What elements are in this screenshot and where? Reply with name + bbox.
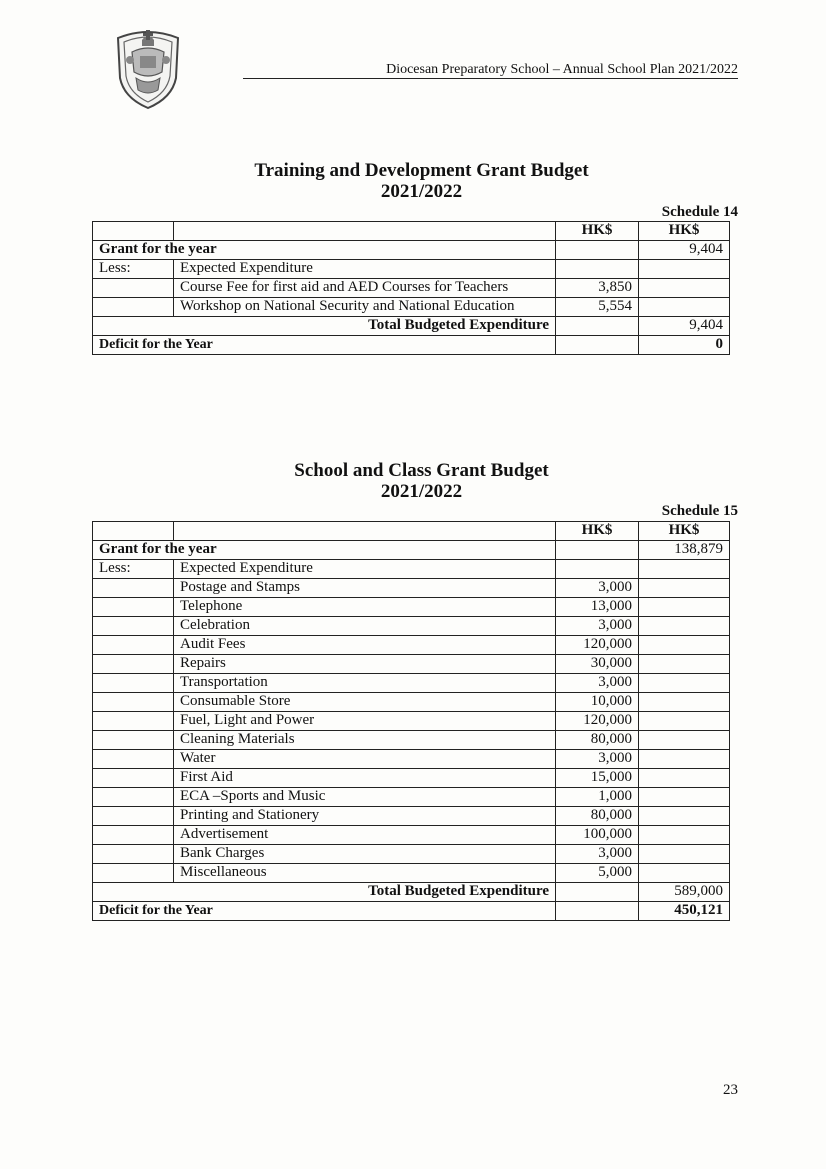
schedule15-title	[0, 460, 826, 502]
table-row	[93, 845, 730, 864]
schedule14-table	[92, 221, 730, 355]
item-description: Transportation	[174, 674, 556, 693]
item-description: Course Fee for first aid and AED Courses for Teachers	[174, 279, 556, 298]
item-description: Water	[174, 750, 556, 769]
grant-amount: 138,879	[639, 541, 730, 560]
schedule14-title	[0, 160, 826, 202]
grant-row	[93, 241, 730, 260]
grant-label: Grant for the year	[93, 241, 556, 260]
deficit-label: Deficit for the Year	[93, 902, 556, 921]
item-amount: 30,000	[556, 655, 639, 674]
total-row	[93, 883, 730, 902]
table-row	[93, 750, 730, 769]
item-description: Fuel, Light and Power	[174, 712, 556, 731]
less-label: Less:	[93, 560, 174, 579]
table-row	[93, 598, 730, 617]
schedule14-label: Schedule 14	[661, 204, 738, 220]
item-amount: 3,000	[556, 845, 639, 864]
item-description: Celebration	[174, 617, 556, 636]
table-row	[93, 674, 730, 693]
item-description: Advertisement	[174, 826, 556, 845]
deficit-row	[93, 902, 730, 921]
item-description: Miscellaneous	[174, 864, 556, 883]
grant-label: Grant for the year	[93, 541, 556, 560]
deficit-amount: 0	[639, 336, 730, 355]
item-amount: 10,000	[556, 693, 639, 712]
item-description: Printing and Stationery	[174, 807, 556, 826]
item-amount: 120,000	[556, 712, 639, 731]
item-description: Bank Charges	[174, 845, 556, 864]
less-label: Less:	[93, 260, 174, 279]
school-crest-icon	[112, 26, 184, 110]
item-amount: 1,000	[556, 788, 639, 807]
table-row	[93, 731, 730, 750]
schedule15-table	[92, 521, 730, 921]
item-description: Workshop on National Security and National Education	[174, 298, 556, 317]
page-number: 23	[723, 1082, 738, 1098]
item-amount: 15,000	[556, 769, 639, 788]
item-amount: 100,000	[556, 826, 639, 845]
item-amount: 3,000	[556, 674, 639, 693]
expected-row	[93, 260, 730, 279]
item-description: Cleaning Materials	[174, 731, 556, 750]
table-header-row	[93, 222, 730, 241]
item-description: Consumable Store	[174, 693, 556, 712]
total-row	[93, 317, 730, 336]
schedule15-label: Schedule 15	[661, 503, 738, 519]
item-amount: 3,000	[556, 579, 639, 598]
table-row	[93, 655, 730, 674]
item-amount: 3,000	[556, 750, 639, 769]
header-rule	[243, 78, 738, 79]
total-label: Total Budgeted Expenditure	[93, 317, 556, 336]
table-row	[93, 298, 730, 317]
schedule15-title-text: School and Class Grant Budget	[294, 460, 549, 481]
table-row	[93, 769, 730, 788]
column-header: HK$	[639, 522, 730, 541]
table-row	[93, 279, 730, 298]
table-row	[93, 712, 730, 731]
expected-label: Expected Expenditure	[174, 560, 556, 579]
item-amount: 3,850	[556, 279, 639, 298]
item-amount: 13,000	[556, 598, 639, 617]
table-row	[93, 693, 730, 712]
total-label: Total Budgeted Expenditure	[93, 883, 556, 902]
item-description: Audit Fees	[174, 636, 556, 655]
total-amount: 589,000	[639, 883, 730, 902]
item-amount: 5,000	[556, 864, 639, 883]
expected-row	[93, 560, 730, 579]
schedule14-year: 2021/2022	[380, 181, 463, 202]
expected-label: Expected Expenditure	[174, 260, 556, 279]
grant-amount: 9,404	[639, 241, 730, 260]
table-row	[93, 807, 730, 826]
item-amount: 5,554	[556, 298, 639, 317]
table-row	[93, 826, 730, 845]
table-row	[93, 864, 730, 883]
item-description: Repairs	[174, 655, 556, 674]
table-row	[93, 636, 730, 655]
table-row	[93, 788, 730, 807]
item-description: Postage and Stamps	[174, 579, 556, 598]
table-header-row	[93, 522, 730, 541]
header-text: Diocesan Preparatory School – Annual School Plan 2021/2022	[386, 62, 738, 77]
item-description: Telephone	[174, 598, 556, 617]
item-amount: 3,000	[556, 617, 639, 636]
deficit-label: Deficit for the Year	[93, 336, 556, 355]
table-row	[93, 617, 730, 636]
column-header: HK$	[556, 222, 639, 241]
deficit-amount: 450,121	[639, 902, 730, 921]
column-header: HK$	[639, 222, 730, 241]
table-row	[93, 579, 730, 598]
item-amount: 120,000	[556, 636, 639, 655]
deficit-row	[93, 336, 730, 355]
total-amount: 9,404	[639, 317, 730, 336]
grant-row	[93, 541, 730, 560]
item-amount: 80,000	[556, 731, 639, 750]
column-header: HK$	[556, 522, 639, 541]
schedule14-title-text: Training and Development Grant Budget	[254, 160, 589, 181]
item-description: ECA –Sports and Music	[174, 788, 556, 807]
item-description: First Aid	[174, 769, 556, 788]
schedule15-year: 2021/2022	[380, 481, 463, 502]
item-amount: 80,000	[556, 807, 639, 826]
